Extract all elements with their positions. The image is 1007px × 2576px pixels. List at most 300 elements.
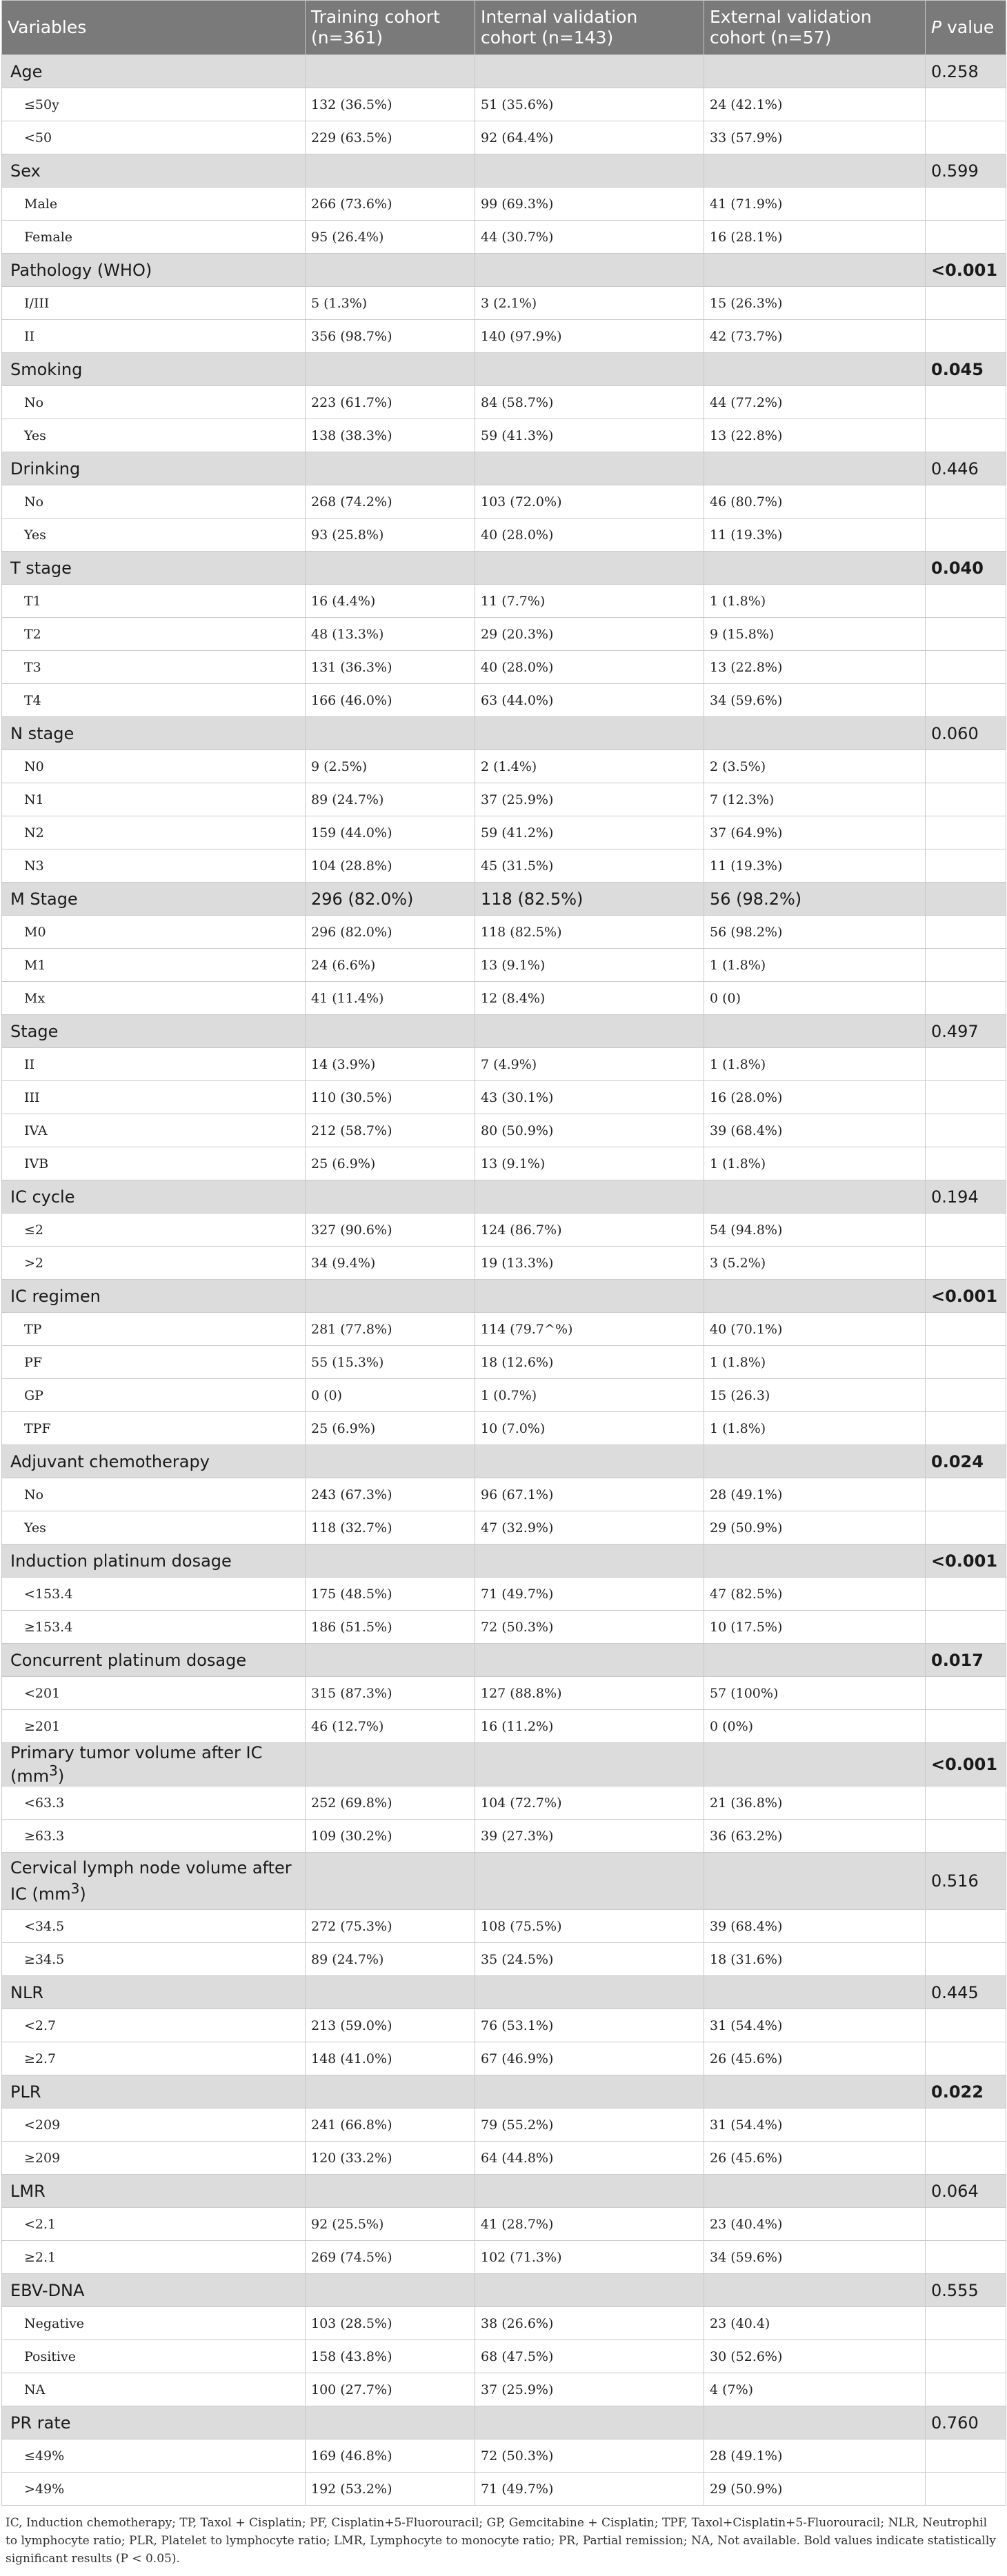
category-value-cell bbox=[306, 1280, 475, 1313]
empty-p-cell bbox=[926, 1943, 1006, 1976]
training-value: 212 (58.7%) bbox=[306, 1114, 475, 1147]
empty-p-cell bbox=[926, 949, 1006, 982]
category-value-cell bbox=[475, 2175, 704, 2208]
training-value: 110 (30.5%) bbox=[306, 1081, 475, 1114]
p-value: 0.022 bbox=[926, 2075, 1006, 2109]
training-value: 315 (87.3%) bbox=[306, 1677, 475, 1710]
category-label-superscript: 3 bbox=[49, 1762, 58, 1779]
category-value-cell bbox=[475, 1743, 704, 1787]
external-value: 46 (80.7%) bbox=[704, 485, 926, 519]
training-value: 48 (13.3%) bbox=[306, 618, 475, 651]
table-row bbox=[2, 1313, 1006, 1346]
subgroup-label: I/III bbox=[2, 287, 306, 320]
category-label bbox=[2, 2075, 306, 2109]
table-row bbox=[2, 1346, 1006, 1379]
category-row bbox=[2, 1015, 1006, 1048]
p-value: 0.064 bbox=[926, 2175, 1006, 2208]
external-value: 30 (52.6%) bbox=[704, 2340, 926, 2373]
subgroup-label: T4 bbox=[2, 684, 306, 717]
table-row bbox=[2, 2473, 1006, 2506]
table-row bbox=[2, 320, 1006, 353]
training-value: 25 (6.9%) bbox=[306, 1412, 475, 1445]
category-label bbox=[2, 154, 306, 188]
subgroup-label: IVB bbox=[2, 1147, 306, 1180]
subgroup-label: IVA bbox=[2, 1114, 306, 1147]
table-row bbox=[2, 1048, 1006, 1081]
category-value-cell bbox=[704, 1644, 926, 1677]
subgroup-label: N0 bbox=[2, 750, 306, 783]
subgroup-label: <209 bbox=[2, 2109, 306, 2142]
training-value: 241 (66.8%) bbox=[306, 2109, 475, 2142]
internal-value: 39 (27.3%) bbox=[475, 1820, 704, 1853]
internal-value: 40 (28.0%) bbox=[475, 651, 704, 684]
external-value: 3 (5.2%) bbox=[704, 1247, 926, 1280]
category-label bbox=[2, 353, 306, 386]
table-footnote: IC, Induction chemotherapy; TP, Taxol + Cisplatin; PF, Cisplatin+5-Fluorouracil; GP, Gemcitabine + Cisplatin; TPF, Taxol+Cisplatin+5-Fluorouracil; NLR, Neutrophil to lymphocyte ratio; PLR, Platelet to lymphocyte ratio; LMR, Lymphocyte to monocyte ratio; PR, Partial remission; NA, Not available. Bold values indicate statistically significant results (P < 0.05). bbox=[6, 2516, 996, 2566]
category-value-cell bbox=[306, 2175, 475, 2208]
empty-p-cell bbox=[926, 2473, 1006, 2506]
external-value: 26 (45.6%) bbox=[704, 2142, 926, 2175]
training-value: 175 (48.5%) bbox=[306, 1578, 475, 1611]
subgroup-label: GP bbox=[2, 1379, 306, 1412]
internal-value: 45 (31.5%) bbox=[475, 849, 704, 883]
external-value: 34 (59.6%) bbox=[704, 2241, 926, 2274]
internal-value: 10 (7.0%) bbox=[475, 1412, 704, 1445]
training-value: 5 (1.3%) bbox=[306, 287, 475, 320]
category-row bbox=[2, 1976, 1006, 2009]
category-row bbox=[2, 452, 1006, 485]
subgroup-label: <63.3 bbox=[2, 1787, 306, 1820]
category-value-cell bbox=[704, 1445, 926, 1478]
subgroup-label: II bbox=[2, 1048, 306, 1081]
subgroup-label: N1 bbox=[2, 783, 306, 816]
category-label bbox=[2, 1976, 306, 2009]
subgroup-label: PF bbox=[2, 1346, 306, 1379]
internal-value: 96 (67.1%) bbox=[475, 1478, 704, 1511]
table-row bbox=[2, 750, 1006, 783]
training-value: 229 (63.5%) bbox=[306, 121, 475, 154]
category-row bbox=[2, 1544, 1006, 1578]
external-value: 0 (0%) bbox=[704, 1710, 926, 1743]
p-value: 0.516 bbox=[926, 1853, 1006, 1910]
category-label-text: PR rate bbox=[10, 2413, 71, 2433]
external-value: 40 (70.1%) bbox=[704, 1313, 926, 1346]
internal-value: 104 (72.7%) bbox=[475, 1787, 704, 1820]
empty-p-cell bbox=[926, 1379, 1006, 1412]
internal-value: 59 (41.3%) bbox=[475, 419, 704, 452]
category-value-cell bbox=[306, 452, 475, 485]
internal-value: 47 (32.9%) bbox=[475, 1511, 704, 1544]
empty-p-cell bbox=[926, 1478, 1006, 1511]
category-value-cell bbox=[704, 353, 926, 386]
p-value: <0.001 bbox=[926, 1743, 1006, 1787]
category-value-cell bbox=[306, 254, 475, 287]
internal-value: 92 (64.4%) bbox=[475, 121, 704, 154]
category-row bbox=[2, 2274, 1006, 2307]
external-value: 16 (28.1%) bbox=[704, 221, 926, 254]
subgroup-label: N2 bbox=[2, 816, 306, 849]
training-value: 138 (38.3%) bbox=[306, 419, 475, 452]
training-value: 41 (11.4%) bbox=[306, 982, 475, 1015]
table-row bbox=[2, 1611, 1006, 1644]
table-row bbox=[2, 651, 1006, 684]
category-value-cell bbox=[306, 1015, 475, 1048]
external-value: 10 (17.5%) bbox=[704, 1611, 926, 1644]
empty-p-cell bbox=[926, 188, 1006, 221]
internal-value: 29 (20.3%) bbox=[475, 618, 704, 651]
table-row bbox=[2, 949, 1006, 982]
subgroup-label: <50 bbox=[2, 121, 306, 154]
category-value-cell bbox=[704, 2075, 926, 2109]
external-value: 2 (3.5%) bbox=[704, 750, 926, 783]
subgroup-label: <201 bbox=[2, 1677, 306, 1710]
internal-value: 124 (86.7%) bbox=[475, 1214, 704, 1247]
p-value: 0.497 bbox=[926, 1015, 1006, 1048]
external-value: 28 (49.1%) bbox=[704, 2439, 926, 2473]
training-value: 327 (90.6%) bbox=[306, 1214, 475, 1247]
subgroup-label: <2.1 bbox=[2, 2208, 306, 2241]
category-value-cell bbox=[306, 154, 475, 188]
category-label-text: Sex bbox=[10, 161, 41, 181]
category-value-cell bbox=[306, 1180, 475, 1214]
internal-value: 108 (75.5%) bbox=[475, 1910, 704, 1943]
category-label-end: ) bbox=[57, 1767, 65, 1786]
training-value: 166 (46.0%) bbox=[306, 684, 475, 717]
table-row bbox=[2, 816, 1006, 849]
table-row bbox=[2, 1114, 1006, 1147]
category-label-end: ) bbox=[79, 1884, 86, 1904]
category-row bbox=[2, 883, 1006, 916]
subgroup-label: No bbox=[2, 386, 306, 419]
category-label bbox=[2, 452, 306, 485]
category-label bbox=[2, 717, 306, 750]
empty-p-cell bbox=[926, 2307, 1006, 2340]
training-value: 109 (30.2%) bbox=[306, 1820, 475, 1853]
category-value-cell bbox=[475, 1445, 704, 1478]
table-row bbox=[2, 485, 1006, 519]
category-value-cell bbox=[704, 1976, 926, 2009]
subgroup-label: Yes bbox=[2, 1511, 306, 1544]
category-value-cell bbox=[475, 452, 704, 485]
internal-value: 40 (28.0%) bbox=[475, 519, 704, 552]
category-value-cell bbox=[306, 55, 475, 88]
category-value-cell bbox=[475, 154, 704, 188]
category-label-text: Stage bbox=[10, 1021, 59, 1041]
empty-p-cell bbox=[926, 1114, 1006, 1147]
category-value-cell bbox=[704, 55, 926, 88]
p-value: 0.555 bbox=[926, 2274, 1006, 2307]
category-value-cell bbox=[306, 1644, 475, 1677]
category-row bbox=[2, 717, 1006, 750]
category-label bbox=[2, 2175, 306, 2208]
external-value: 26 (45.6%) bbox=[704, 2042, 926, 2075]
table-row bbox=[2, 2042, 1006, 2075]
internal-value: 38 (26.6%) bbox=[475, 2307, 704, 2340]
table-row bbox=[2, 188, 1006, 221]
category-row bbox=[2, 1853, 1006, 1910]
table-row bbox=[2, 783, 1006, 816]
external-value: 15 (26.3) bbox=[704, 1379, 926, 1412]
training-value: 55 (15.3%) bbox=[306, 1346, 475, 1379]
category-value-cell bbox=[704, 154, 926, 188]
category-row bbox=[2, 353, 1006, 386]
training-value: 89 (24.7%) bbox=[306, 1943, 475, 1976]
empty-p-cell bbox=[926, 386, 1006, 419]
empty-p-cell bbox=[926, 982, 1006, 1015]
table-row bbox=[2, 684, 1006, 717]
category-value-cell bbox=[306, 1853, 475, 1910]
external-value: 42 (73.7%) bbox=[704, 320, 926, 353]
subgroup-label: ≤2 bbox=[2, 1214, 306, 1247]
internal-value: 59 (41.2%) bbox=[475, 816, 704, 849]
table-row bbox=[2, 1412, 1006, 1445]
category-row bbox=[2, 1280, 1006, 1313]
internal-value: 11 (7.7%) bbox=[475, 585, 704, 618]
subgroup-label: T2 bbox=[2, 618, 306, 651]
external-value: 56 (98.2%) bbox=[704, 916, 926, 949]
table-row bbox=[2, 1147, 1006, 1180]
category-label bbox=[2, 1743, 306, 1787]
empty-p-cell bbox=[926, 1313, 1006, 1346]
category-row bbox=[2, 2406, 1006, 2439]
internal-value: 71 (49.7%) bbox=[475, 1578, 704, 1611]
category-row bbox=[2, 55, 1006, 88]
category-label bbox=[2, 1445, 306, 1478]
header-p-italic: P bbox=[931, 17, 942, 37]
category-value-cell bbox=[306, 2406, 475, 2439]
category-label-text: IC cycle bbox=[10, 1187, 75, 1207]
training-value: 252 (69.8%) bbox=[306, 1787, 475, 1820]
category-value-cell bbox=[306, 353, 475, 386]
subgroup-label: ≥209 bbox=[2, 2142, 306, 2175]
table-row bbox=[2, 1578, 1006, 1611]
training-value: 272 (75.3%) bbox=[306, 1910, 475, 1943]
empty-p-cell bbox=[926, 2241, 1006, 2274]
empty-p-cell bbox=[926, 585, 1006, 618]
table-row bbox=[2, 386, 1006, 419]
table-row bbox=[2, 849, 1006, 883]
internal-value: 16 (11.2%) bbox=[475, 1710, 704, 1743]
external-value: 39 (68.4%) bbox=[704, 1910, 926, 1943]
external-value: 44 (77.2%) bbox=[704, 386, 926, 419]
training-value: 0 (0) bbox=[306, 1379, 475, 1412]
category-label-text: Concurrent platinum dosage bbox=[10, 1650, 247, 1670]
internal-value: 43 (30.1%) bbox=[475, 1081, 704, 1114]
category-value-cell bbox=[306, 1445, 475, 1478]
p-value: 0.599 bbox=[926, 154, 1006, 188]
subgroup-label: ≥153.4 bbox=[2, 1611, 306, 1644]
table-row bbox=[2, 982, 1006, 1015]
category-row bbox=[2, 1644, 1006, 1677]
table-row bbox=[2, 2109, 1006, 2142]
category-label-text: Cervical lymph node volume after IC (mm bbox=[10, 1858, 292, 1904]
empty-p-cell bbox=[926, 2142, 1006, 2175]
table-row bbox=[2, 1511, 1006, 1544]
category-value-cell bbox=[475, 1976, 704, 2009]
subgroup-label: No bbox=[2, 1478, 306, 1511]
category-value-cell bbox=[704, 1015, 926, 1048]
category-value-cell bbox=[306, 1976, 475, 2009]
table-row bbox=[2, 2009, 1006, 2042]
empty-p-cell bbox=[926, 1048, 1006, 1081]
empty-p-cell bbox=[926, 618, 1006, 651]
internal-value: 37 (25.9%) bbox=[475, 2373, 704, 2406]
internal-value: 18 (12.6%) bbox=[475, 1346, 704, 1379]
training-value: 213 (59.0%) bbox=[306, 2009, 475, 2042]
category-value-cell bbox=[704, 717, 926, 750]
empty-p-cell bbox=[926, 287, 1006, 320]
internal-value: 2 (1.4%) bbox=[475, 750, 704, 783]
external-value: 57 (100%) bbox=[704, 1677, 926, 1710]
category-row bbox=[2, 154, 1006, 188]
table-row bbox=[2, 2208, 1006, 2241]
table-row bbox=[2, 2340, 1006, 2373]
training-value: 24 (6.6%) bbox=[306, 949, 475, 982]
empty-p-cell bbox=[926, 1147, 1006, 1180]
category-label-text: Drinking bbox=[10, 459, 81, 479]
category-value-cell bbox=[475, 2075, 704, 2109]
training-value: 103 (28.5%) bbox=[306, 2307, 475, 2340]
empty-p-cell bbox=[926, 121, 1006, 154]
external-value: 34 (59.6%) bbox=[704, 684, 926, 717]
training-value: 89 (24.7%) bbox=[306, 783, 475, 816]
empty-p-cell bbox=[926, 2009, 1006, 2042]
table-row bbox=[2, 1214, 1006, 1247]
subgroup-label: N3 bbox=[2, 849, 306, 883]
table-row bbox=[2, 1820, 1006, 1853]
category-value-cell bbox=[704, 1853, 926, 1910]
category-value-cell bbox=[475, 1853, 704, 1910]
internal-value: 7 (4.9%) bbox=[475, 1048, 704, 1081]
internal-value: 37 (25.9%) bbox=[475, 783, 704, 816]
p-value: 0.446 bbox=[926, 452, 1006, 485]
external-value: 0 (0) bbox=[704, 982, 926, 1015]
external-value: 18 (31.6%) bbox=[704, 1943, 926, 1976]
table-row bbox=[2, 1379, 1006, 1412]
empty-p-cell bbox=[926, 221, 1006, 254]
training-value: 243 (67.3%) bbox=[306, 1478, 475, 1511]
table-row bbox=[2, 2373, 1006, 2406]
empty-p-cell bbox=[926, 2340, 1006, 2373]
internal-value: 41 (28.7%) bbox=[475, 2208, 704, 2241]
empty-p-cell bbox=[926, 485, 1006, 519]
category-label-text: Age bbox=[10, 61, 43, 81]
internal-value: 72 (50.3%) bbox=[475, 1611, 704, 1644]
p-value: 0.040 bbox=[926, 552, 1006, 585]
external-value: 1 (1.8%) bbox=[704, 1412, 926, 1445]
subgroup-label: Male bbox=[2, 188, 306, 221]
category-row bbox=[2, 1180, 1006, 1214]
category-label-text: Adjuvant chemotherapy bbox=[10, 1451, 210, 1471]
category-row bbox=[2, 2075, 1006, 2109]
external-value: 28 (49.1%) bbox=[704, 1478, 926, 1511]
internal-value: 102 (71.3%) bbox=[475, 2241, 704, 2274]
subgroup-label: Positive bbox=[2, 2340, 306, 2373]
training-value: 120 (33.2%) bbox=[306, 2142, 475, 2175]
training-value: 104 (28.8%) bbox=[306, 849, 475, 883]
internal-value: 72 (50.3%) bbox=[475, 2439, 704, 2473]
category-label-text: Smoking bbox=[10, 359, 83, 379]
category-value-cell bbox=[704, 452, 926, 485]
external-value: 1 (1.8%) bbox=[704, 949, 926, 982]
internal-value: 19 (13.3%) bbox=[475, 1247, 704, 1280]
category-value-cell bbox=[475, 1644, 704, 1677]
empty-p-cell bbox=[926, 2439, 1006, 2473]
category-value-cell: 296 (82.0%) bbox=[306, 883, 475, 916]
external-value: 29 (50.9%) bbox=[704, 2473, 926, 2506]
training-value: 131 (36.3%) bbox=[306, 651, 475, 684]
table-row bbox=[2, 1081, 1006, 1114]
training-value: 223 (61.7%) bbox=[306, 386, 475, 419]
category-label-text: Pathology (WHO) bbox=[10, 260, 152, 280]
subgroup-label: >49% bbox=[2, 2473, 306, 2506]
header-p-rest: value bbox=[941, 17, 995, 37]
external-value: 33 (57.9%) bbox=[704, 121, 926, 154]
training-value: 296 (82.0%) bbox=[306, 916, 475, 949]
internal-value: 118 (82.5%) bbox=[475, 916, 704, 949]
external-value: 13 (22.8%) bbox=[704, 651, 926, 684]
subgroup-label: >2 bbox=[2, 1247, 306, 1280]
external-value: 24 (42.1%) bbox=[704, 88, 926, 121]
category-label bbox=[2, 1180, 306, 1214]
p-value: 0.760 bbox=[926, 2406, 1006, 2439]
category-row bbox=[2, 2175, 1006, 2208]
header-row bbox=[2, 1, 1006, 55]
header-training-cohort: Training cohort (n=361) bbox=[306, 1, 475, 55]
table-row bbox=[2, 2142, 1006, 2175]
table-row bbox=[2, 1943, 1006, 1976]
external-value: 7 (12.3%) bbox=[704, 783, 926, 816]
subgroup-label: ≤49% bbox=[2, 2439, 306, 2473]
internal-value: 68 (47.5%) bbox=[475, 2340, 704, 2373]
p-value: 0.258 bbox=[926, 55, 1006, 88]
category-value-cell bbox=[704, 552, 926, 585]
category-value-cell bbox=[475, 552, 704, 585]
table-row bbox=[2, 419, 1006, 452]
table-row bbox=[2, 916, 1006, 949]
internal-value: 99 (69.3%) bbox=[475, 188, 704, 221]
category-row bbox=[2, 552, 1006, 585]
category-label-text: Induction platinum dosage bbox=[10, 1551, 232, 1571]
category-label-text: Primary tumor volume after IC (mm bbox=[10, 1743, 263, 1786]
category-value-cell bbox=[306, 2274, 475, 2307]
training-value: 14 (3.9%) bbox=[306, 1048, 475, 1081]
p-value: 0.445 bbox=[926, 1976, 1006, 2009]
empty-p-cell bbox=[926, 1247, 1006, 1280]
table-row bbox=[2, 2439, 1006, 2473]
external-value: 9 (15.8%) bbox=[704, 618, 926, 651]
training-value: 281 (77.8%) bbox=[306, 1313, 475, 1346]
category-label bbox=[2, 254, 306, 287]
category-value-cell bbox=[306, 2075, 475, 2109]
category-value-cell bbox=[704, 1743, 926, 1787]
category-value-cell bbox=[475, 1180, 704, 1214]
empty-p-cell bbox=[926, 1710, 1006, 1743]
training-value: 95 (26.4%) bbox=[306, 221, 475, 254]
category-label bbox=[2, 1280, 306, 1313]
subgroup-label: <2.7 bbox=[2, 2009, 306, 2042]
external-value: 1 (1.8%) bbox=[704, 585, 926, 618]
category-value-cell: 118 (82.5%) bbox=[475, 883, 704, 916]
training-value: 93 (25.8%) bbox=[306, 519, 475, 552]
training-value: 268 (74.2%) bbox=[306, 485, 475, 519]
external-value: 11 (19.3%) bbox=[704, 849, 926, 883]
external-value: 15 (26.3%) bbox=[704, 287, 926, 320]
empty-p-cell bbox=[926, 684, 1006, 717]
p-value: <0.001 bbox=[926, 1544, 1006, 1578]
header-variables: Variables bbox=[2, 1, 306, 55]
table-body bbox=[2, 55, 1006, 2506]
